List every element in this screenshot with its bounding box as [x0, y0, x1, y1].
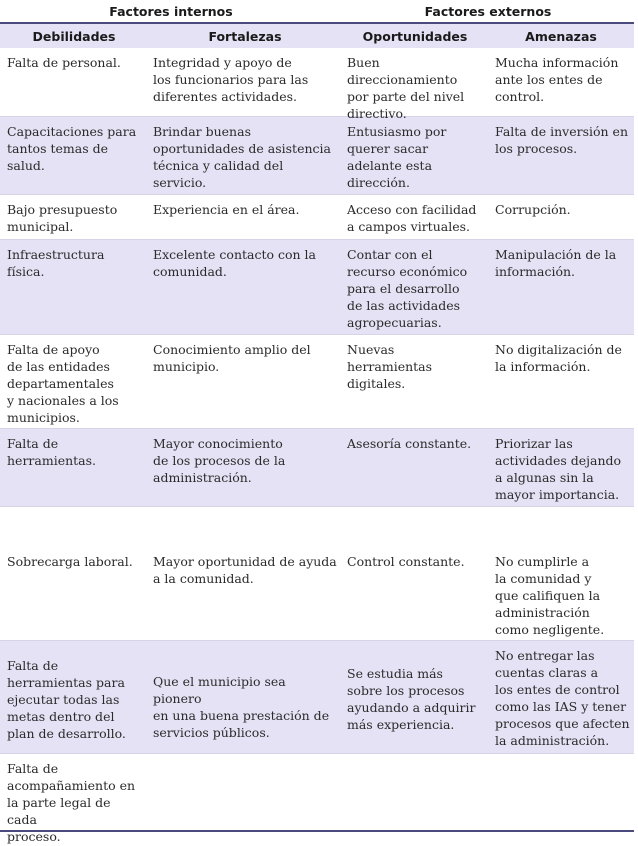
cell-oportunidad: Se estudia más sobre los procesos ayudando a adquirir más experiencia.: [347, 666, 476, 732]
cell-debilidad: Falta de apoyo de las entidades departamentales y nacionales a los municipios.: [7, 342, 119, 425]
cell-debilidad: Falta de acompañamiento en la parte legal de cada proceso.: [7, 761, 136, 844]
header-fortalezas: Fortalezas: [208, 28, 282, 44]
cell-oportunidad: Buen direccionamiento por parte del nivel directivo.: [347, 55, 465, 121]
cell-fortaleza: Que el municipio sea pionero en una buena prestación de servicios públicos.: [153, 674, 330, 740]
cell-fortaleza: Mayor conocimiento de los procesos de la administración.: [153, 436, 286, 485]
cell-debilidad: Bajo presupuesto municipal.: [7, 202, 118, 234]
table-row: [0, 48, 634, 121]
cell-oportunidad: Acceso con facilidad a campos virtuales.: [347, 202, 477, 234]
column-header-row: [0, 24, 634, 48]
cell-oportunidad: Nuevas herramientas digitales.: [347, 342, 433, 391]
cell-fortaleza: Brindar buenas oportunidades de asistencia técnica y calidad del servicio.: [153, 124, 331, 190]
cell-amenaza: No digitalización de la información.: [495, 342, 622, 374]
table-row: [0, 641, 634, 754]
cell-fortaleza: Mayor oportunidad de ayuda a la comunidad.: [153, 554, 337, 586]
cell-debilidad: Infraestructura física.: [7, 247, 105, 279]
table-row: [0, 195, 634, 240]
cell-oportunidad: Contar con el recurso económico para el desarrollo de las actividades agropecuarias.: [347, 247, 468, 330]
cell-fortaleza: Integridad y apoyo de los funcionarios para las diferentes actividades.: [153, 55, 309, 104]
table-row: [0, 429, 634, 507]
table-row: [0, 754, 634, 844]
header-oportunidades: Oportunidades: [362, 28, 468, 44]
cell-debilidad: Falta de herramientas.: [7, 436, 97, 468]
cell-oportunidad: Control constante.: [347, 554, 465, 569]
cell-amenaza: Corrupción.: [495, 202, 571, 217]
table-row: [0, 240, 634, 335]
cell-debilidad: Sobrecarga laboral.: [7, 554, 133, 569]
cell-debilidad: Falta de herramientas para ejecutar todas las metas dentro del plan de desarrollo.: [7, 658, 126, 741]
cell-fortaleza: Experiencia en el área.: [153, 202, 300, 217]
cell-amenaza: No entregar las cuentas claras a los entes de control como las IAS y tener procesos que afecten la administración.: [495, 648, 630, 748]
cell-amenaza: Falta de inversión en los procesos.: [495, 124, 628, 156]
cell-amenaza: Mucha información ante los entes de control.: [495, 55, 619, 104]
header-debilidades: Debilidades: [32, 28, 116, 44]
cell-oportunidad: Entusiasmo por querer sacar adelante esta dirección.: [347, 124, 447, 190]
group-external-factors: Factores externos: [424, 4, 552, 19]
cell-fortaleza: [148, 754, 342, 830]
cell-debilidad: Falta de personal.: [7, 55, 121, 70]
header-amenazas: Amenazas: [525, 28, 597, 44]
group-header-row: [0, 0, 634, 22]
cell-amenaza: Manipulación de la información.: [495, 247, 617, 279]
table-row: [0, 335, 634, 429]
table-row: [0, 117, 634, 195]
table-row: [0, 507, 634, 641]
cell-oportunidad: [342, 754, 488, 830]
bottom-rule: [0, 830, 634, 832]
cell-debilidad: Capacitaciones para tantos temas de salud.: [7, 124, 137, 173]
group-internal-factors: Factores internos: [109, 4, 233, 19]
cell-amenaza: No cumplirle a la comunidad y que califiquen la administración como negligente.: [495, 554, 605, 637]
cell-fortaleza: Excelente contacto con la comunidad.: [153, 247, 316, 279]
cell-oportunidad: Asesoría constante.: [347, 436, 472, 451]
cell-fortaleza: Conocimiento amplio del municipio.: [153, 342, 311, 374]
cell-amenaza: [488, 754, 634, 830]
cell-amenaza: Priorizar las actividades dejando a algunas sin la mayor importancia.: [495, 436, 622, 502]
